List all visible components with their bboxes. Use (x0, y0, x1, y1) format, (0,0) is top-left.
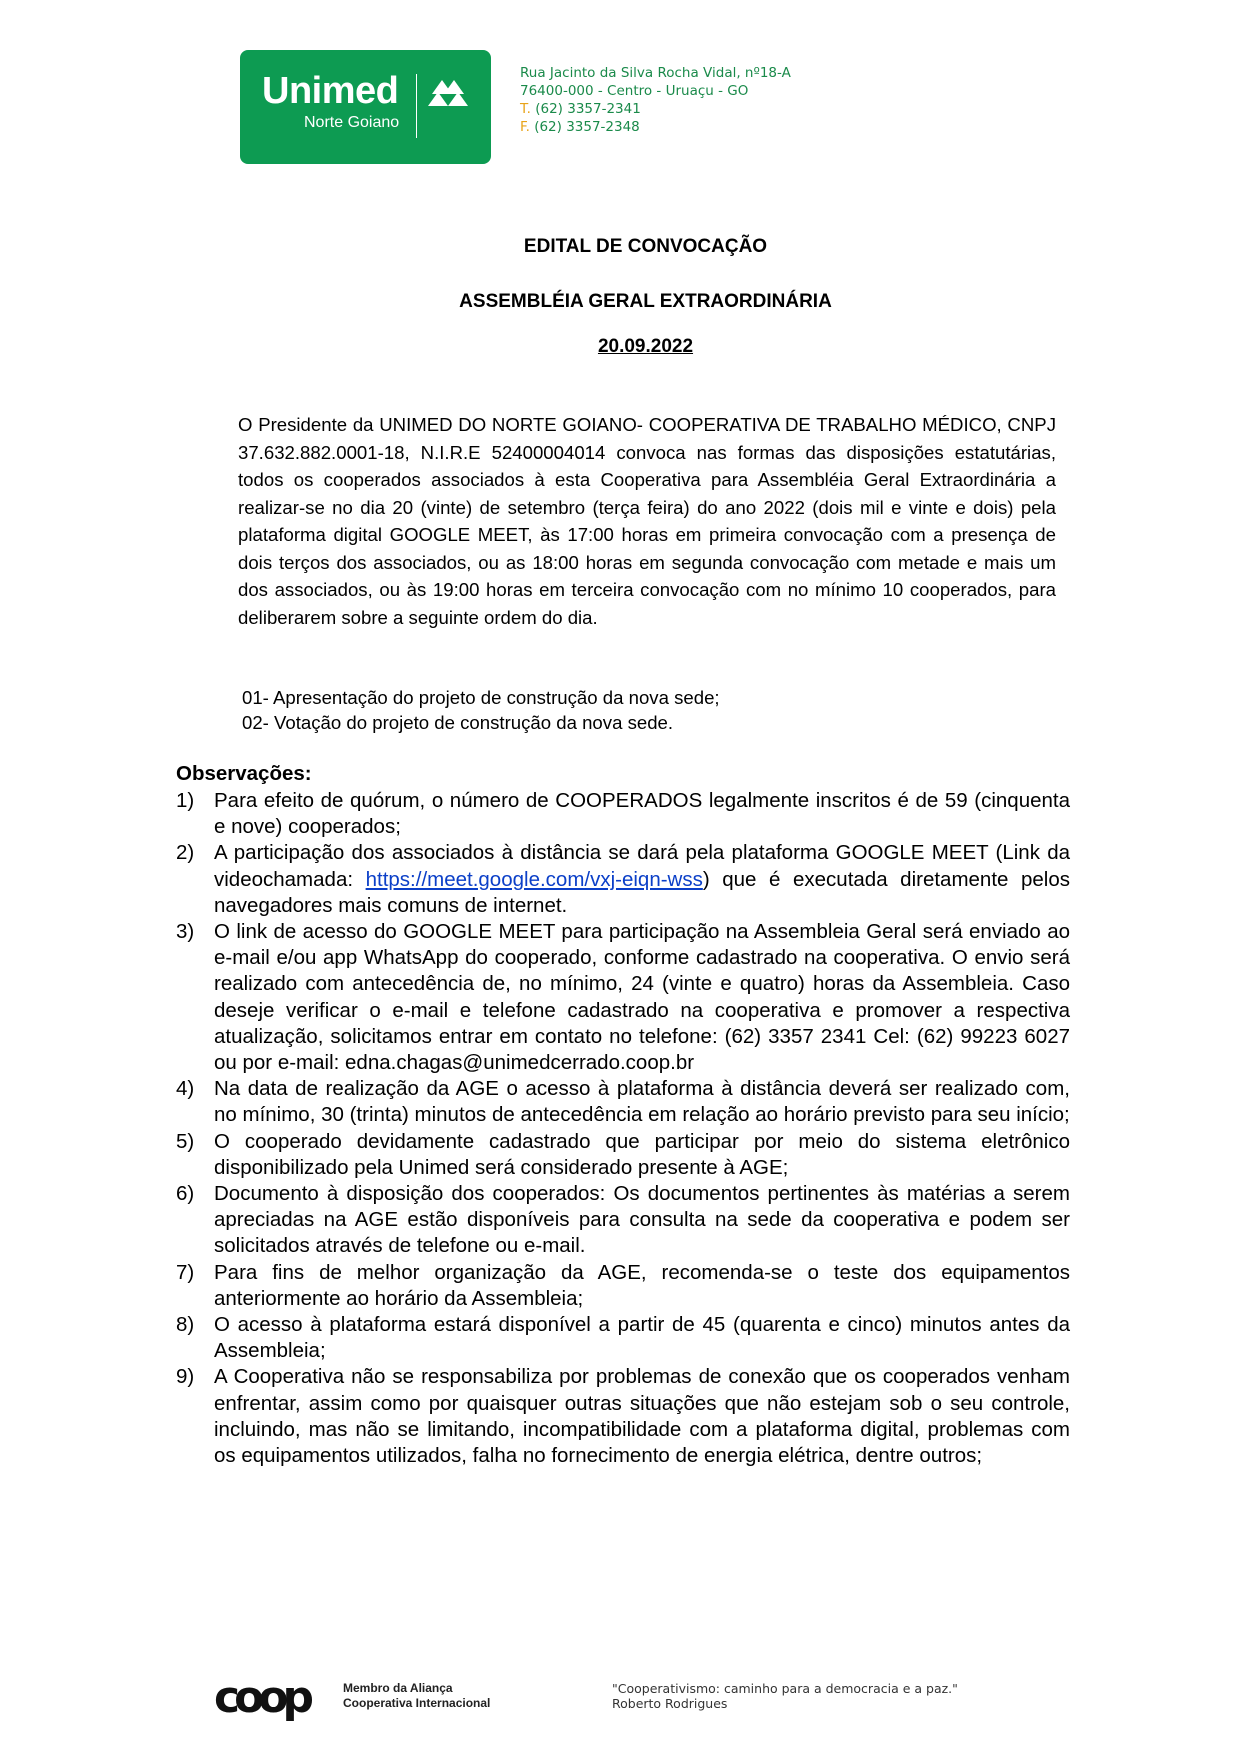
observation-item (176, 840, 1070, 919)
item-number: 4) (176, 1077, 195, 1101)
member-line-2: Cooperativa Internacional (343, 1696, 491, 1710)
fax-number: (62) 3357-2348 (534, 119, 640, 135)
observations-list (176, 788, 1070, 1469)
phone-prefix: T. (520, 101, 531, 117)
item-text: A Cooperativa não se responsabiliza por problemas de conexão que os cooperados venham enfrentar, assim como por quaisquer outras situações que não estejam sob o seu controle, incluindo, mas não se limitando, incompatibilidade com a plataforma digital, problemas com os equipamentos utilizados, falha no fornecimento de energia elétrica, dentre outros; (214, 1365, 1070, 1468)
observation-item (176, 1260, 1070, 1312)
item-text: Para efeito de quórum, o número de COOPERADOS legalmente inscritos é de 59 (cinquenta e nove) cooperados; (214, 789, 1070, 839)
unimed-tree-icon (424, 72, 472, 112)
item-number: 6) (176, 1182, 195, 1206)
item-text-pre: A participação dos associados à distância se dará pela plataforma GOOGLE MEET (Link da videochamada: (214, 841, 1070, 891)
item-number: 8) (176, 1313, 195, 1337)
item-text: Documento à disposição dos cooperados: Os documentos pertinentes às matérias a serem apreciadas na AGE estão disponíveis para consulta na sede da cooperativa e podem ser solicitados através de telefone ou e-mail. (214, 1182, 1070, 1258)
item-text: O link de acesso do GOOGLE MEET para participação na Assembleia Geral será enviado ao e-mail e/ou app WhatsApp do cooperado, conforme cadastrado na cooperativa. O envio será realizado com antecedência de, no mínimo, 24 (vinte e quatro) horas da Assembleia. Caso deseje verificar o e-mail e telefone cadastrado na cooperativa e promover a respectiva atualização, solicitamos entrar em contato no telefone: (62) 3357 2341 Cel: (62) 99223 6027 ou por e-mail: edna.chagas@unimedcerrado.coop.br (214, 920, 1070, 1075)
intro-paragraph: O Presidente da UNIMED DO NORTE GOIANO- COOPERATIVA DE TRABALHO MÉDICO, CNPJ 37.632.882.0001-18, N.I.R.E 52400004014 convoca nas formas das disposições estatutárias, todos os cooperados associados à esta Cooperativa para Assembléia Geral Extraordinária a realizar-se no dia 20 (vinte) de setembro (terça feira) do ano 2022 (dois mil e vinte e dois) pela plataforma digital GOOGLE MEET, às 17:00 horas em primeira convocação com a presença de dois terços dos associados, ou as 18:00 horas em segunda convocação com metade e mais um dos associados, ou às 19:00 horas em terceira convocação com no mínimo 10 cooperados, para deliberarem sobre a seguinte ordem do dia. (238, 414, 1056, 628)
item-text: Para fins de melhor organização da AGE, recomenda-se o teste dos equipamentos anteriormente ao horário da Assembleia; (214, 1260, 1070, 1310)
item-text: Na data de realização da AGE o acesso à plataforma à distância deverá ser realizado com, no mínimo, 30 (trinta) minutos de antecedência em relação ao horário previsto para seu início; (214, 1077, 1070, 1127)
item-number: 5) (176, 1129, 195, 1153)
agenda-item: 02- Votação do projeto de construção da nova sede. (242, 712, 674, 733)
agenda-list (242, 685, 720, 735)
observation-item (176, 919, 1070, 1076)
logo-region: Norte Goiano (304, 114, 400, 131)
unimed-logo (240, 50, 491, 164)
coop-logo: coop (214, 1672, 309, 1723)
document-title: EDITAL DE CONVOCAÇÃO (523, 236, 768, 257)
phone-number: (62) 3357-2341 (535, 101, 641, 117)
item-number: 3) (176, 920, 195, 944)
assembly-date: 20.09.2022 (597, 336, 694, 357)
observation-item (176, 1364, 1070, 1469)
item-number: 2) (176, 841, 195, 865)
fax-line (520, 118, 791, 136)
footer-quote (612, 1681, 958, 1711)
header-address (520, 64, 791, 136)
logo-name: Unimed (262, 70, 399, 112)
observation-item (176, 788, 1070, 840)
observation-item (176, 1312, 1070, 1364)
observation-item (176, 1181, 1070, 1260)
member-line-1: Membro da Aliança (343, 1681, 453, 1695)
fax-prefix: F. (520, 119, 530, 135)
logo-divider (416, 74, 417, 138)
observation-item (176, 1129, 1070, 1181)
item-text: O cooperado devidamente cadastrado que participar por meio do sistema eletrônico disponibilizado pela Unimed será considerado presente à AGE; (214, 1129, 1070, 1179)
quote-author: Roberto Rodrigues (612, 1696, 728, 1711)
item-text: O acesso à plataforma estará disponível a partir de 45 (quarenta e cinco) minutos antes da Assembleia; (214, 1313, 1070, 1363)
quote-text: "Cooperativismo: caminho para a democracia e a paz." (612, 1681, 958, 1696)
phone-line (520, 100, 791, 118)
document-subtitle: ASSEMBLÉIA GERAL EXTRAORDINÁRIA (459, 291, 832, 312)
meet-link[interactable]: https://meet.google.com/vxj-eiqn-wss (365, 867, 703, 891)
item-number: 1) (176, 789, 195, 812)
observation-item (176, 1076, 1070, 1128)
address-line-1: Rua Jacinto da Silva Rocha Vidal, nº18-A (520, 65, 791, 81)
item-number: 7) (176, 1260, 195, 1284)
address-line-2: 76400-000 - Centro - Uruaçu - GO (520, 83, 749, 99)
footer-member (343, 1681, 490, 1711)
item-text-post: ) que é executada diretamente pelos navegadores mais comuns de internet. (214, 867, 1070, 917)
observations-title: Observações: (176, 762, 312, 785)
item-number: 9) (176, 1365, 195, 1389)
agenda-item: 01- Apresentação do projeto de construção da nova sede; (242, 687, 720, 708)
